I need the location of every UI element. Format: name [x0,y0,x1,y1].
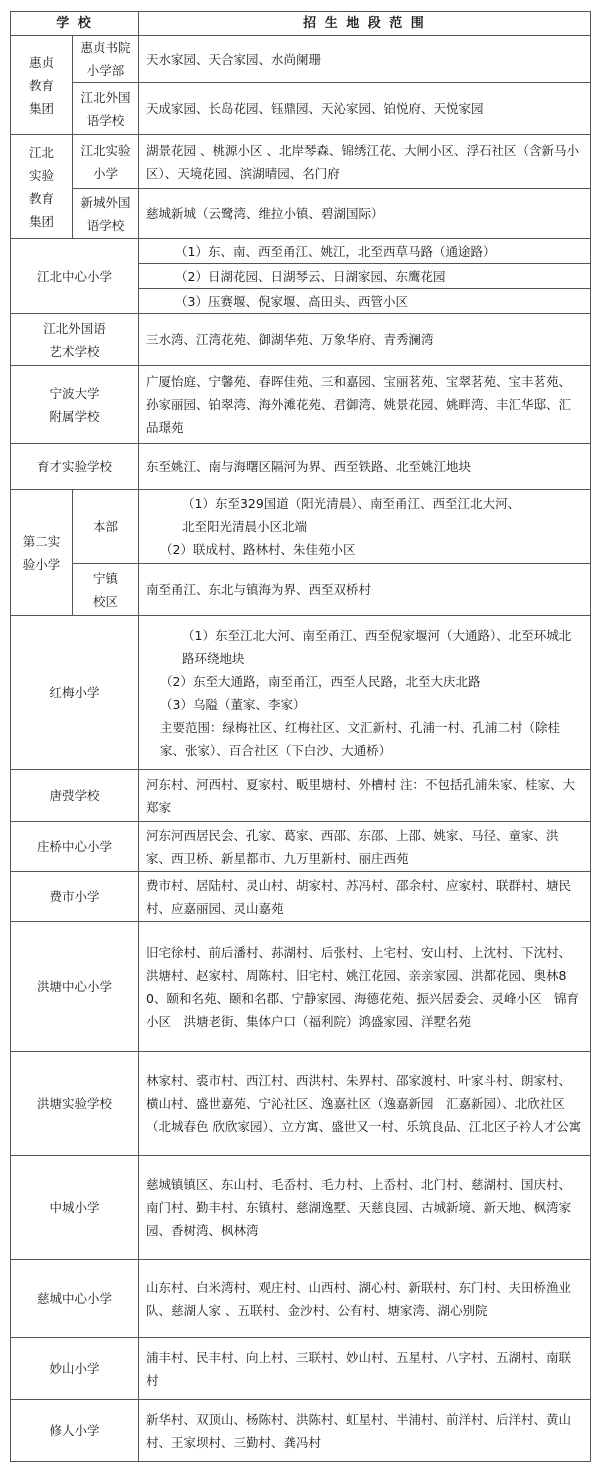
school-name: 洪塘中心小学 [11,922,139,1052]
range-text: 浦丰村、民丰村、向上村、三联村、妙山村、五星村、八字村、五湖村、南联村 [139,1338,591,1400]
range-text: 山东村、白米湾村、观庄村、山西村、湖心村、新联村、东门村、夫田桥渔业队、慈湖人家 、五联村、金沙村、公有村、塘家湾、湖心别院 [139,1260,591,1338]
range-text: 慈城镇镇区、东山村、毛岙村、毛力村、上岙村、北门村、慈湖村、国庆村、南门村、勤丰村、东镇村、慈湖逸墅、天慈良园、古城新境、新天地、枫湾家园、香树湾、枫林湾 [139,1156,591,1260]
school-name: 费市小学 [11,872,139,922]
range-line: （1）东至329国道（阳光清晨）、南至甬江、西至江北大河、 [182,496,521,511]
range-text: 湖景花园 、桃源小区 、北岸琴森、锦绣江花、大闸小区、浮石社区（含新马小区）、天境花园、滨湖晴园、名门府 [139,135,591,189]
school-name: 中城小学 [11,1156,139,1260]
table-row [11,1400,591,1462]
admission-table [10,11,591,1462]
range-line: 北至阳光清晨小区北端 [182,519,308,534]
school-name: 江北外国 语学校 [73,83,139,135]
range-text: 慈城新城（云鹭湾、维拉小镇、碧湖国际） [139,189,591,239]
table-row [11,1052,591,1156]
range-text: 天成家园、长岛花园、钰鼎园、天沁家园、铂悦府、天悦家园 [139,83,591,135]
school-name: 唐弢学校 [11,770,139,822]
table-row [11,1260,591,1338]
range-line: （2）联成村、路林村、朱佳苑小区 [160,542,356,557]
range-text: 林家村、裘市村、西江村、西洪村、朱界村、邵家渡村、叶家斗村、朗家村、横山村、盛世嘉苑、宁沁社区、逸嘉社区（逸嘉新园 汇嘉新园）、北欣社区（北城春色 欣欣家园）、立方寓、盛世又一村、乐筑良品、江北区子衿人才公寓 [139,1052,591,1156]
range-text: 天水家园、天合家园、水尚阑珊 [139,36,591,83]
campus-name: 宁镇 校区 [73,564,139,616]
range-text: 费市村、居陆村、灵山村、胡家村、苏冯村、邵余村、应家村、联群村、塘民村、应嘉丽园、灵山嘉苑 [139,872,591,922]
table-row [11,239,591,264]
school-name: 新城外国 语学校 [73,189,139,239]
table-row [11,1338,591,1400]
school-name: 育才实验学校 [11,444,139,490]
range-text: 东至姚江、南与海曙区隔河为界、西至铁路、北至姚江地块 [139,444,591,490]
school-name: 慈城中心小学 [11,1260,139,1338]
school-name: 江北实验 小学 [73,135,139,189]
header-range: 招 生 地 段 范 围 [139,12,591,36]
table-row [11,135,591,189]
range-text: 河东村、河西村、夏家村、畈里塘村、外槽村 注：不包括孔浦朱家、桂家、大郑家 [139,770,591,822]
table-row [11,1156,591,1260]
group-name: 惠贞 教育 集团 [11,36,73,135]
campus-name: 本部 [73,490,139,564]
school-name: 红梅小学 [11,616,139,770]
range-line: （1）东至江北大河、南至甬江、西至倪家堰河（大通路）、北至环城北路环绕地块 [182,627,572,666]
range-item: （1）东、南、西至甬江、姚江，北至西草马路（通途路） [139,239,591,264]
table-row [11,490,591,564]
school-name: 第二实 验小学 [11,490,73,616]
school-name: 洪塘实验学校 [11,1052,139,1156]
range-line: 主要范围：绿梅社区、红梅社区、文汇新村、孔浦一村、孔浦二村（除桂家、张家）、百合社区（下白沙、大通桥） [160,719,561,758]
table-header [11,12,591,36]
table-row [11,616,591,770]
range-item: （2）日湖花园、日湖琴云、日湖家园、东鹰花园 [139,264,591,289]
school-name: 江北外国语 艺术学校 [11,314,139,366]
range-text: 广厦怡庭、宁馨苑、春晖佳苑、三和嘉园、宝丽茗苑、宝翠茗苑、宝丰茗苑、孙家丽园、铂翠湾、海外滩花苑、君御湾、姚景花园、姚畔湾、丰汇华邸、汇品璟苑 [139,366,591,444]
range-text [139,616,591,770]
table-row [11,872,591,922]
table-row [11,314,591,366]
group-name: 江北 实验 教育 集团 [11,135,73,239]
table-row [11,770,591,822]
range-line: （2）东至大通路，南至甬江，西至人民路，北至大庆北路 [160,673,481,689]
range-text: 三水湾、江湾花苑、御湖华苑、万象华府、青秀澜湾 [139,314,591,366]
table-row [11,822,591,872]
school-name: 宁波大学 附属学校 [11,366,139,444]
table-row [11,564,591,616]
school-name: 妙山小学 [11,1338,139,1400]
table-row [11,189,591,239]
table-row [11,36,591,83]
table-row [11,444,591,490]
school-name: 修人小学 [11,1400,139,1462]
school-name: 庄桥中心小学 [11,822,139,872]
range-text [139,490,591,564]
range-text: 河东河西居民会、孔家、葛家、西邵、东邵、上邵、姚家、马径、童家、洪家、西卫桥、新星都市、九万里新村、丽庄西苑 [139,822,591,872]
range-text: 旧宅徐村、前后潘村、荪湖村、后张村、上宅村、安山村、上沈村、下沈村、洪塘村、赵家村、周陈村、旧宅村、姚江花园、亲亲家园、洪都花园、奥林80、颐和名苑、颐和名郡、宁静家园、海德花苑、振兴居委会、灵峰小区 锦育小区 洪塘老街、集体户口（福利院）鸿盛家园、洋墅名苑 [139,922,591,1052]
school-name: 惠贞书院 小学部 [73,36,139,83]
table-row [11,366,591,444]
school-name: 江北中心小学 [11,239,139,314]
range-item: （3）压赛堰、倪家堰、高田头、西管小区 [139,289,591,314]
header-school: 学 校 [11,12,139,36]
table-row [11,922,591,1052]
range-text: 南至甬江、东北与镇海为界、西至双桥村 [139,564,591,616]
range-text: 新华村、双顶山、杨陈村、洪陈村、虹星村、半浦村、前洋村、后洋村、黄山村、王家坝村、三勤村、龚冯村 [139,1400,591,1462]
range-line: （3）乌隘（董家、李家） [160,696,306,712]
table-row [11,83,591,135]
